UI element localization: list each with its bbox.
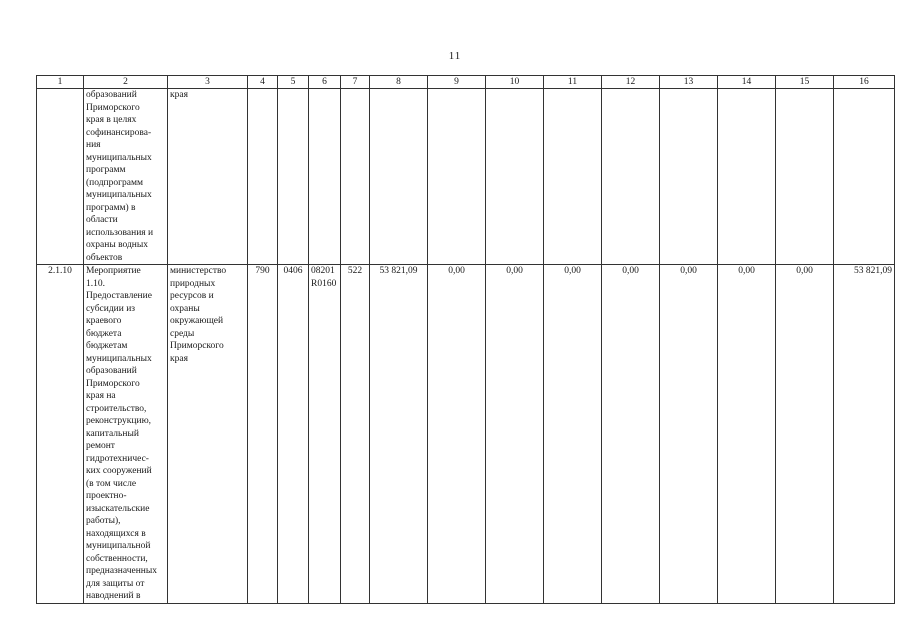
row-number-cell: 2.1.10 [37,265,84,604]
row-number-cell [37,89,84,265]
amount-cell: 0,00 [718,265,776,604]
activity-name-cell: Мероприятие 1.10. Предоставление субсидии из краевого бюджета бюджетам муниципальных образований Приморского края на строительство, реконструкцию, капитальный ремонт гидротехничес- ких сооружений (в том числе проектно- изыскательские работы), находящихся в муниципальной собственности, предназначенных для защиты от наводнений в [84,265,168,604]
table-cell: 08201 R0160 [309,265,341,604]
amount-cell [486,89,544,265]
amount-cell: 0,00 [486,265,544,604]
column-number-row [37,76,895,89]
activity-name-cell: образований Приморского края в целях софинансирова- ния муниципальных программ (подпрограмм муниципальных программ) в области использования и охраны водных объектов [84,89,168,265]
column-header: 4 [248,76,278,89]
table-cell [341,89,370,265]
amount-cell: 0,00 [428,265,486,604]
amount-cell [602,89,660,265]
budget-table [36,75,895,604]
amount-cell: 0,00 [660,265,718,604]
executor-cell: министерство природных ресурсов и охраны окружающей среды Приморского края [168,265,248,604]
amount-cell [370,89,428,265]
executor-cell: края [168,89,248,265]
table-cell [278,89,309,265]
column-header: 9 [428,76,486,89]
amount-cell: 0,00 [776,265,834,604]
column-header: 7 [341,76,370,89]
column-header: 12 [602,76,660,89]
column-header: 16 [834,76,895,89]
column-header: 13 [660,76,718,89]
amount-cell [834,89,895,265]
table-cell: 522 [341,265,370,604]
column-header: 15 [776,76,834,89]
column-header: 11 [544,76,602,89]
column-header: 5 [278,76,309,89]
table-cell [248,89,278,265]
column-header: 2 [84,76,168,89]
amount-cell [544,89,602,265]
table-cell: 0406 [278,265,309,604]
amount-cell: 53 821,09 [834,265,895,604]
column-header: 10 [486,76,544,89]
table-row [37,265,895,604]
amount-cell [776,89,834,265]
amount-cell [660,89,718,265]
page-number: 11 [448,50,462,62]
column-header: 8 [370,76,428,89]
table-row [37,89,895,265]
amount-cell: 0,00 [544,265,602,604]
table-cell [309,89,341,265]
column-header: 1 [37,76,84,89]
amount-cell [718,89,776,265]
table-cell: 790 [248,265,278,604]
column-header: 14 [718,76,776,89]
amount-cell: 0,00 [602,265,660,604]
column-header: 6 [309,76,341,89]
amount-cell: 53 821,09 [370,265,428,604]
amount-cell [428,89,486,265]
column-header: 3 [168,76,248,89]
